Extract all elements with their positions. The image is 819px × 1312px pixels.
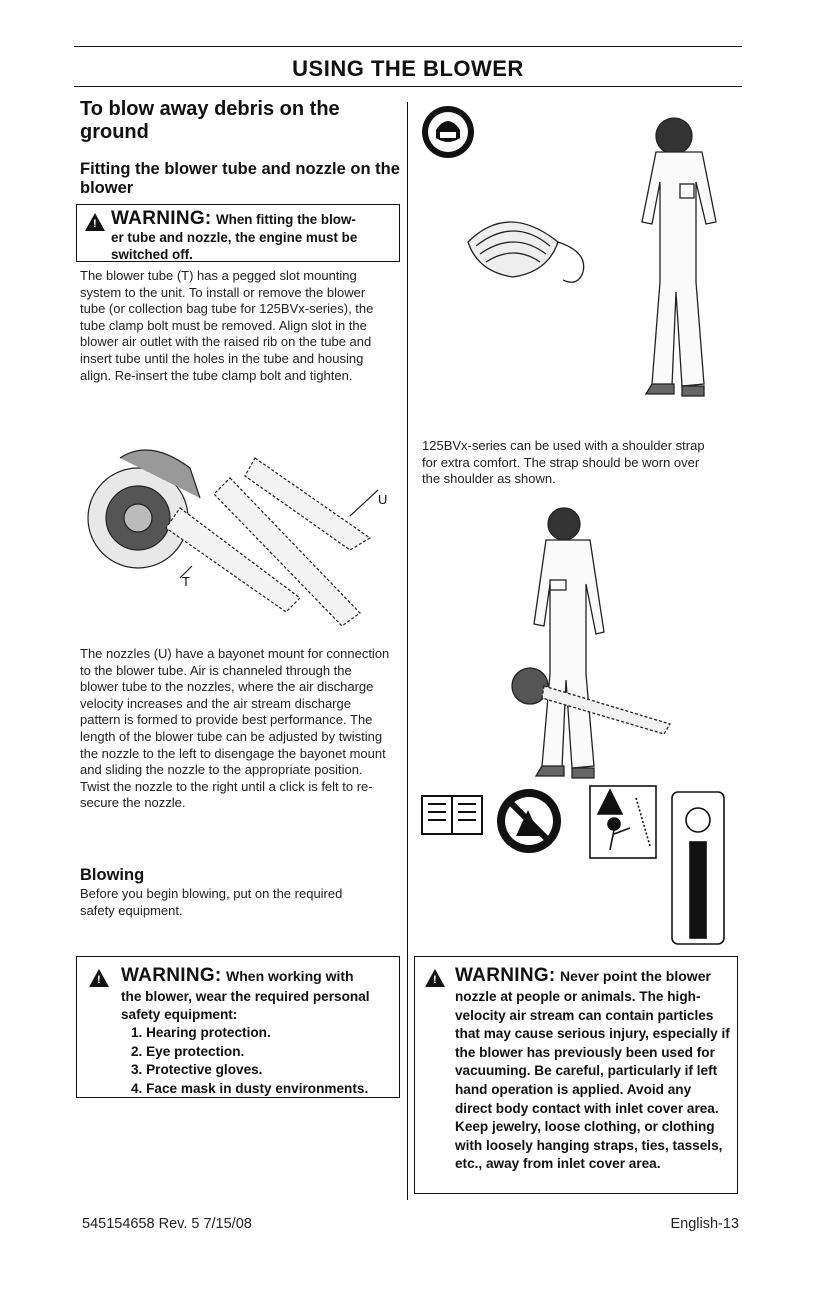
blower-tube-nozzle-figure: [80, 438, 400, 634]
operator-suit-icon: [612, 112, 742, 402]
dust-mask-icon: [458, 202, 598, 292]
page-title: USING THE BLOWER: [292, 56, 524, 81]
header-rule-top: [74, 46, 742, 47]
blowing-heading: Blowing: [80, 866, 145, 884]
warning-text: nozzle at people or animals. The high-velocity air stream can contain particles that may cause serious injury, especially if the blower has previously been used for vacuuming. Be careful, particularly if left hand operation is applied. Avoid any direct body contact with inlet cover area. Keep jewelry, loose clothing, or clothing with loosely hanging straps, ties, tassels, etc., away from inlet cover area.: [455, 989, 730, 1172]
no-bystanders-icon: [494, 786, 564, 856]
ppe-list-item: 3. Protective gloves.: [131, 1062, 263, 1077]
section-heading: To blow away debris on the ground: [80, 98, 340, 143]
blower-warning-label-icon: [588, 784, 658, 860]
warning-label: WARNING:: [111, 208, 212, 229]
warning-label: WARNING:: [455, 965, 556, 986]
paragraph-nozzle-bayonet: The nozzles (U) have a bayonet mount for connection to the blower tube. Air is channeled through the blower tube to the nozzles, where the air discharge velocity increases and the air stream discharge pattern is formed to provide best performance. The length of the blower tube can be adjusted by twisting the nozzle to the left to disengage the bayonet mount and sliding the nozzle to the appropriate position. Twist the nozzle to the right until a click is felt to re-secure the nozzle.: [80, 646, 390, 811]
ppe-list: [131, 1024, 393, 1098]
operator-with-blower-icon: [500, 504, 680, 784]
warning-triangle-icon: [85, 213, 105, 231]
ppe-list-item: 2. Eye protection.: [131, 1043, 245, 1059]
warning-box-fitting: [76, 204, 400, 262]
warning-triangle-icon: [425, 969, 445, 987]
warning-label: WARNING:: [121, 965, 222, 986]
footer-page-label: English-13: [670, 1216, 739, 1232]
manual-book-icon: [420, 792, 484, 838]
figure-label-u: U: [378, 492, 388, 507]
ppe-list-item: 1. Hearing protection.: [131, 1025, 271, 1040]
warning-box-ppe: [76, 956, 400, 1098]
warning-text-line1: Never point the blower: [560, 968, 711, 984]
warning-text-line1: When fitting the blow-: [216, 212, 356, 227]
paragraph-shoulder-strap: 125BVx-series can be used with a shoulder strap for extra comfort. The strap should be worn over the shoulder as shown.: [422, 438, 705, 487]
ppe-list-item: 4. Face mask in dusty environments.: [131, 1080, 369, 1096]
warning-text-line1: When working with: [226, 968, 354, 984]
ppe-helmet-icon: [420, 102, 476, 162]
decal-label-icon: [668, 790, 728, 946]
paragraph-tube-install: The blower tube (T) has a pegged slot mounting system to the unit. To install or remove the blower tube (or collection bag tube for 125BVx-series), the tube clamp bolt must be removed. Align slot in the blower air outlet with the raised rib on the tube and insert tube until the holes in the tube and housing align. Re-insert the tube clamp bolt and tighten.: [80, 268, 374, 383]
header-rule-bottom: [74, 86, 742, 87]
footer-doc-number: 545154658 Rev. 5 7/15/08: [82, 1216, 252, 1232]
paragraph-blowing: Before you begin blowing, put on the required safety equipment.: [80, 886, 343, 918]
subsection-heading: Fitting the blower tube and nozzle on the blower: [80, 160, 400, 197]
warning-triangle-icon: [89, 969, 109, 987]
warning-text: er tube and nozzle, the engine must be switched off.: [111, 230, 358, 262]
warning-text: the blower, wear the required personal safety equipment:: [121, 989, 370, 1022]
figure-label-t: T: [182, 574, 190, 589]
column-divider: [407, 102, 408, 1200]
warning-box-nozzle: [414, 956, 738, 1194]
